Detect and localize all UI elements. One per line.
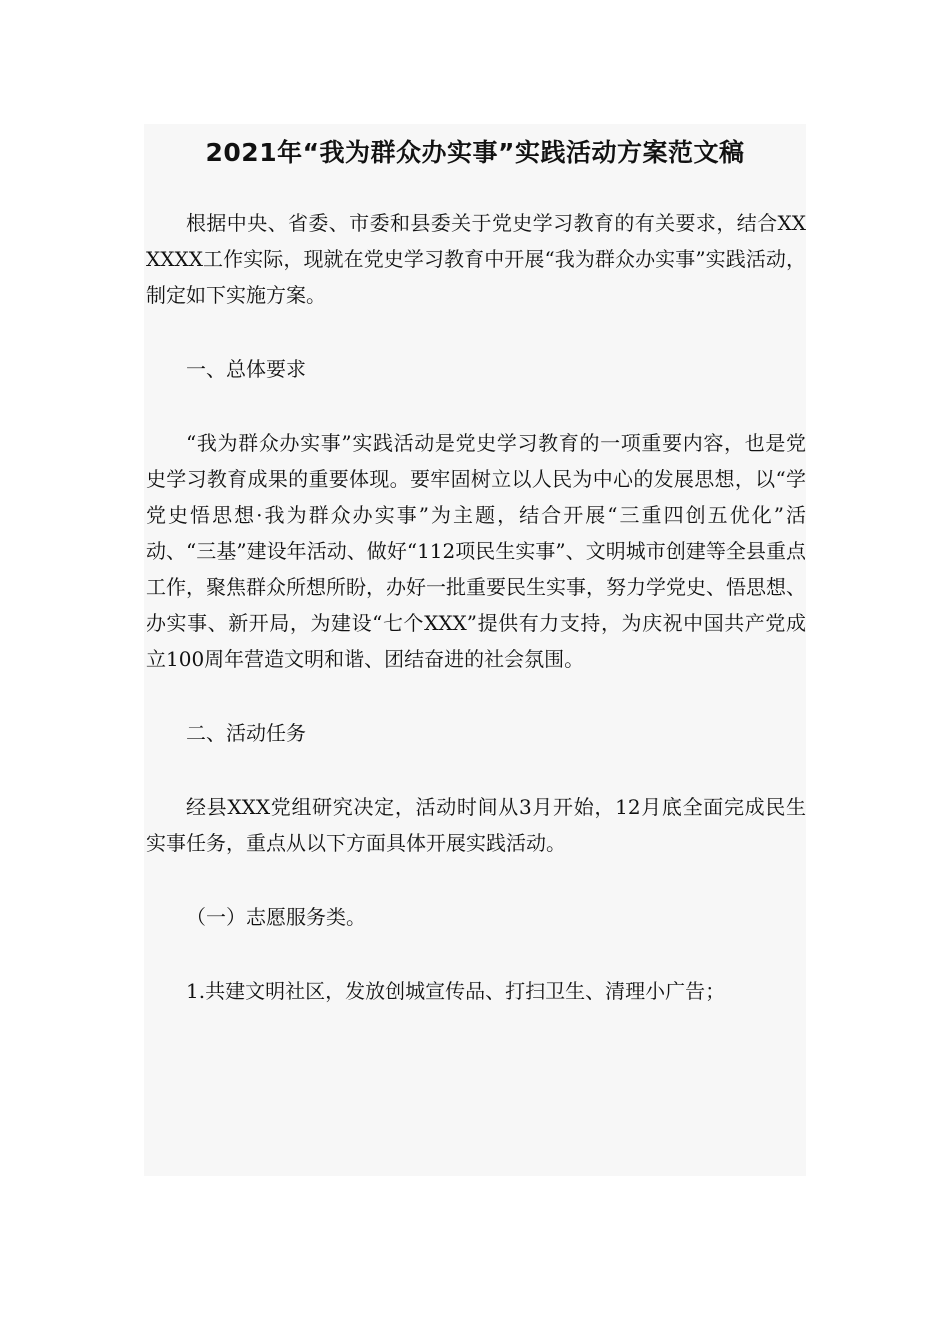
paragraph-general-requirements: “我为群众办实事”实践活动是党史学习教育的一项重要内容，也是党史学习教育成果的重要体现。要牢固树立以人民为中心的发展思想，以“学党史悟思想·我为群众办实事”为主题，结合开展“三重四创五优化”活动、“三基”建设年活动、做好“112项民生实事”、文明城市创建等全县重点工作，聚焦群众所想所盼，办好一批重要民生实事，努力学党史、悟思想、办实事、新开局，为建设“七个XXX”提供有力支持，为庆祝中国共产党成立100周年营造文明和谐、团结奋进的社会氛围。 xyxy=(146,431,806,671)
paragraph-intro: 根据中央、省委、市委和县委关于党史学习教育的有关要求，结合XXXXXX工作实际，现就在党史学习教育中开展“我为群众办实事”实践活动，制定如下实施方案。 xyxy=(146,211,806,307)
list-item-1: 1.共建文明社区，发放创城宣传品、打扫卫生、清理小广告； xyxy=(186,979,726,1003)
document-title: 2021年“我为群众办实事”实践活动方案范文稿 xyxy=(205,138,745,167)
document-body xyxy=(146,205,806,1009)
heading-volunteer-service: （一）志愿服务类。 xyxy=(186,905,366,929)
heading-activity-tasks: 二、活动任务 xyxy=(186,721,306,745)
heading-general-requirements: 一、总体要求 xyxy=(186,357,306,381)
paragraph-activity-tasks: 经县XXX党组研究决定，活动时间从3月开始，12月底全面完成民生实事任务，重点从以下方面具体开展实践活动。 xyxy=(146,795,806,855)
